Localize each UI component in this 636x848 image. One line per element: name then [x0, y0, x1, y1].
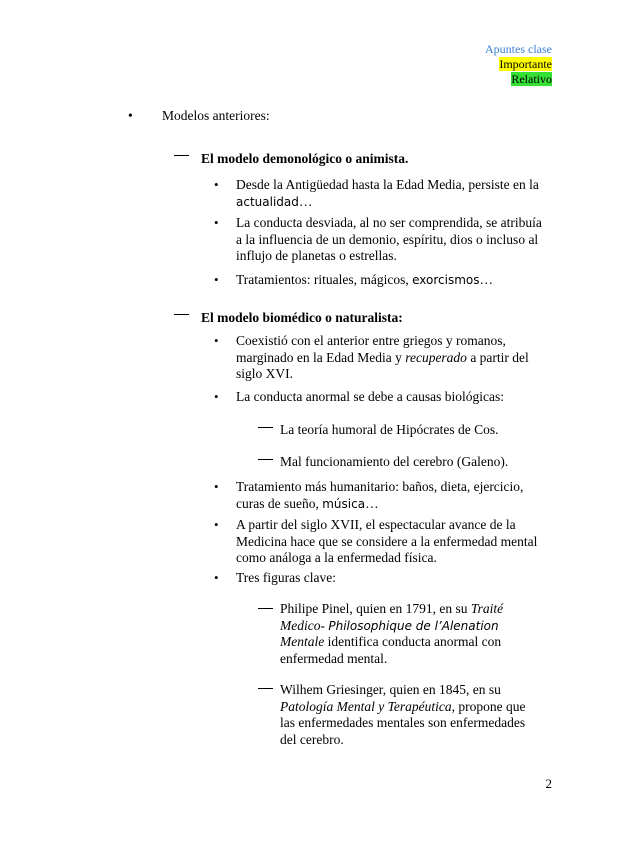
bullet-icon: • [214, 389, 219, 404]
dash-icon [258, 459, 273, 460]
bullet-icon: • [214, 272, 219, 287]
section-title: Modelos anteriores: [162, 108, 270, 123]
heading-biomedical: El modelo biomédico o naturalista: [201, 310, 403, 325]
highlight-legend [485, 42, 552, 87]
dash-icon [258, 427, 273, 428]
bullet-icon: • [214, 215, 219, 230]
bullet-icon: • [214, 517, 219, 532]
bullet-icon: • [214, 570, 219, 585]
legend-notes: Apuntes clase [485, 42, 552, 56]
bullet-icon: • [214, 177, 219, 192]
dash-icon [258, 608, 273, 609]
dash-icon [258, 688, 273, 689]
dash-icon [174, 314, 189, 315]
legend-relative: Relativo [511, 72, 552, 86]
bullet-icon: • [214, 479, 219, 494]
bullet-icon: • [128, 108, 133, 123]
legend-important: Importante [499, 57, 552, 71]
dash-icon [174, 155, 189, 156]
heading-demonological: El modelo demonológico o animista. [201, 151, 409, 166]
bullet-icon: • [214, 333, 219, 348]
page-number: 2 [545, 776, 552, 791]
